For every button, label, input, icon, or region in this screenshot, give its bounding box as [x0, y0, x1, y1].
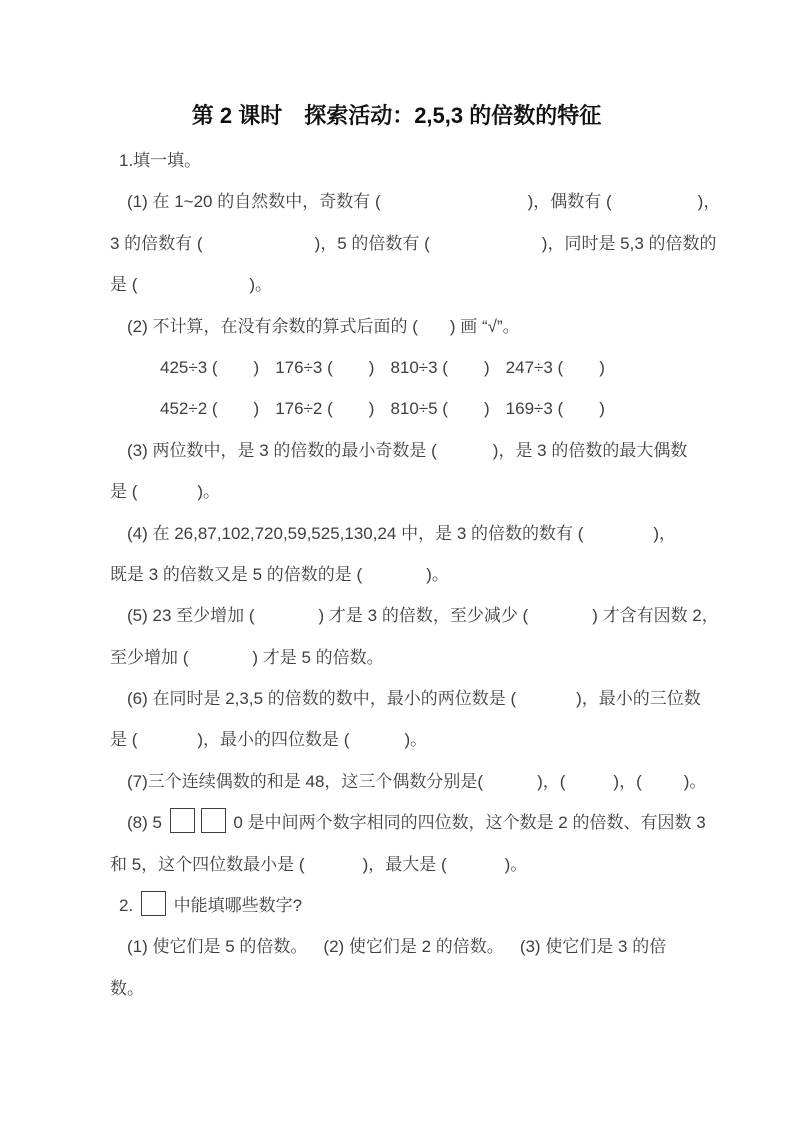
answer-blank — [642, 786, 684, 787]
text-run: 数。 — [110, 978, 144, 998]
line-q1-1-line1 — [0, 181, 793, 222]
text-run: )，最大是 ( — [362, 854, 447, 874]
text-run: ) — [253, 399, 260, 419]
answer-blank — [333, 413, 369, 414]
answer-blank — [430, 248, 542, 249]
line-q1-4-line1 — [0, 513, 793, 554]
text-run: ) — [483, 357, 490, 377]
text-run: )，5 的倍数有 ( — [314, 233, 430, 253]
answer-blank — [448, 413, 484, 414]
text-run: 452÷2 ( — [160, 399, 218, 419]
text-run: )。 — [504, 854, 528, 874]
answer-blank — [349, 744, 404, 745]
line-q1-8-line2 — [0, 844, 793, 885]
text-run: 1.填一填。 — [119, 151, 202, 170]
line-q1-2-row2 — [0, 388, 793, 429]
answer-blank — [583, 538, 653, 539]
line-q1-2-row1 — [0, 347, 793, 388]
answer-blank — [528, 620, 592, 621]
text-run: 425÷3 ( — [160, 357, 218, 377]
worksheet-title: 第 2 课时 探索活动：2,5,3 的倍数的特征 — [191, 103, 602, 128]
line-q1-5-line1 — [0, 595, 793, 636]
text-run: 是 ( — [110, 482, 138, 502]
line-sec1-heading — [0, 140, 793, 181]
answer-box — [201, 808, 226, 833]
text-run: )。 — [249, 275, 273, 295]
answer-blank — [437, 455, 493, 456]
text-run: ) 才是 5 的倍数。 — [252, 647, 384, 667]
answer-blank — [563, 372, 599, 373]
line-q1-4-line2 — [0, 554, 793, 595]
line-q1-5-line2 — [0, 637, 793, 678]
answer-blank — [483, 786, 537, 787]
answer-blank — [374, 413, 390, 414]
answer-box — [170, 808, 195, 833]
text-run: 810÷5 ( — [390, 399, 448, 419]
text-run: )，偶数有 ( — [527, 192, 612, 212]
text-run: )， — [697, 192, 721, 212]
line-q1-6-line1 — [0, 678, 793, 719]
text-run: ) — [368, 357, 375, 377]
answer-blank — [362, 579, 426, 580]
answer-blank — [516, 703, 576, 704]
text-run: 810÷3 ( — [390, 357, 448, 377]
answer-blank — [418, 331, 450, 332]
answer-blank — [333, 372, 369, 373]
text-run: (5) 23 至少增加 ( — [127, 606, 255, 626]
text-run: (7)三个连续偶数的和是 48，这三个偶数分别是( — [127, 771, 484, 791]
answer-blank — [448, 372, 484, 373]
line-q1-1-line3 — [0, 264, 793, 305]
text-run: 是 ( — [110, 730, 138, 750]
answer-blank — [447, 869, 505, 870]
line-sec2-heading — [0, 885, 793, 926]
text-run: (2) 使它们是 2 的倍数。 — [323, 937, 504, 957]
text-run: ) — [599, 399, 605, 419]
text-run: )，最小的三位数 — [576, 689, 701, 709]
text-run: )。 — [197, 482, 221, 502]
line-q2-options — [0, 926, 793, 967]
text-run: )，( — [613, 771, 642, 791]
worksheet-body — [0, 140, 793, 1009]
text-run: 3 的倍数有 ( — [110, 233, 203, 253]
answer-blank — [259, 413, 275, 414]
text-run: )，同时是 5,3 的倍数的 — [541, 233, 717, 253]
text-run: (1) 在 1~20 的自然数中，奇数有 ( — [127, 192, 381, 212]
text-run: (8) 5 — [127, 813, 167, 833]
line-q1-3-line1 — [0, 430, 793, 471]
line-q1-8-line1 — [0, 802, 793, 843]
text-run: ) 才是 3 的倍数，至少减少 ( — [318, 606, 529, 626]
answer-blank — [504, 951, 520, 952]
text-run: (3) 两位数中，是 3 的倍数的最小奇数是 ( — [127, 440, 437, 460]
answer-blank — [307, 951, 323, 952]
text-run: 0 是中间两个数字相同的四位数，这个数是 2 的倍数、有因数 3 — [228, 813, 706, 833]
text-run: 169÷3 ( — [505, 399, 564, 419]
text-run: ) 才含有因数 2， — [592, 606, 719, 626]
text-run: 和 5，这个四位数最小是 ( — [110, 854, 305, 874]
answer-blank — [203, 248, 315, 249]
text-run: (1) 使它们是 5 的倍数。 — [127, 937, 308, 957]
answer-blank — [565, 786, 613, 787]
answer-blank — [218, 413, 254, 414]
text-run: 2. — [119, 896, 138, 916]
answer-blank — [490, 372, 506, 373]
text-run: )，最小的四位数是 ( — [197, 730, 350, 750]
text-run: ) — [599, 357, 605, 377]
text-run: ) — [253, 357, 260, 377]
answer-blank — [305, 869, 363, 870]
text-run: )。 — [404, 730, 428, 750]
text-run: 是 ( — [110, 275, 138, 295]
text-run: )，是 3 的倍数的最大偶数 — [492, 440, 688, 460]
answer-blank — [612, 206, 698, 207]
answer-blank — [137, 744, 197, 745]
text-run: ) — [368, 399, 375, 419]
answer-blank — [137, 496, 197, 497]
text-run: 176÷3 ( — [275, 357, 333, 377]
text-run: 176÷2 ( — [275, 399, 333, 419]
line-q1-1-line2 — [0, 223, 793, 264]
text-run: (3) 使它们是 3 的倍 — [519, 937, 667, 957]
answer-blank — [218, 372, 254, 373]
text-run: 247÷3 ( — [505, 357, 564, 377]
answer-blank — [490, 413, 506, 414]
text-run: (4) 在 26,87,102,720,59,525,130,24 中，是 3 的倍数的数有 ( — [127, 523, 584, 543]
text-run: 中能填哪些数字? — [168, 896, 303, 916]
answer-box — [141, 891, 166, 916]
line-q1-2-line1 — [0, 306, 793, 347]
text-run: ) 画 “√”。 — [449, 316, 520, 336]
text-run: )。 — [683, 771, 707, 791]
line-q1-3-line2 — [0, 471, 793, 512]
text-run: ) — [483, 399, 490, 419]
answer-blank — [137, 289, 249, 290]
line-q1-6-line2 — [0, 719, 793, 760]
text-run: 至少增加 ( — [110, 647, 189, 667]
text-run: )， — [653, 523, 677, 543]
line-q2-options-cont — [0, 968, 793, 1009]
answer-blank — [188, 662, 252, 663]
answer-blank — [374, 372, 390, 373]
text-run: (6) 在同时是 2,3,5 的倍数的数中，最小的两位数是 ( — [127, 689, 517, 709]
text-run: 既是 3 的倍数又是 5 的倍数的是 ( — [110, 564, 363, 584]
answer-blank — [563, 413, 599, 414]
text-run: )，( — [537, 771, 566, 791]
answer-blank — [381, 206, 528, 207]
line-q1-7-line1 — [0, 761, 793, 802]
answer-blank — [255, 620, 319, 621]
text-run: (2) 不计算，在没有余数的算式后面的 ( — [127, 316, 418, 336]
answer-blank — [259, 372, 275, 373]
text-run: )。 — [426, 564, 449, 584]
